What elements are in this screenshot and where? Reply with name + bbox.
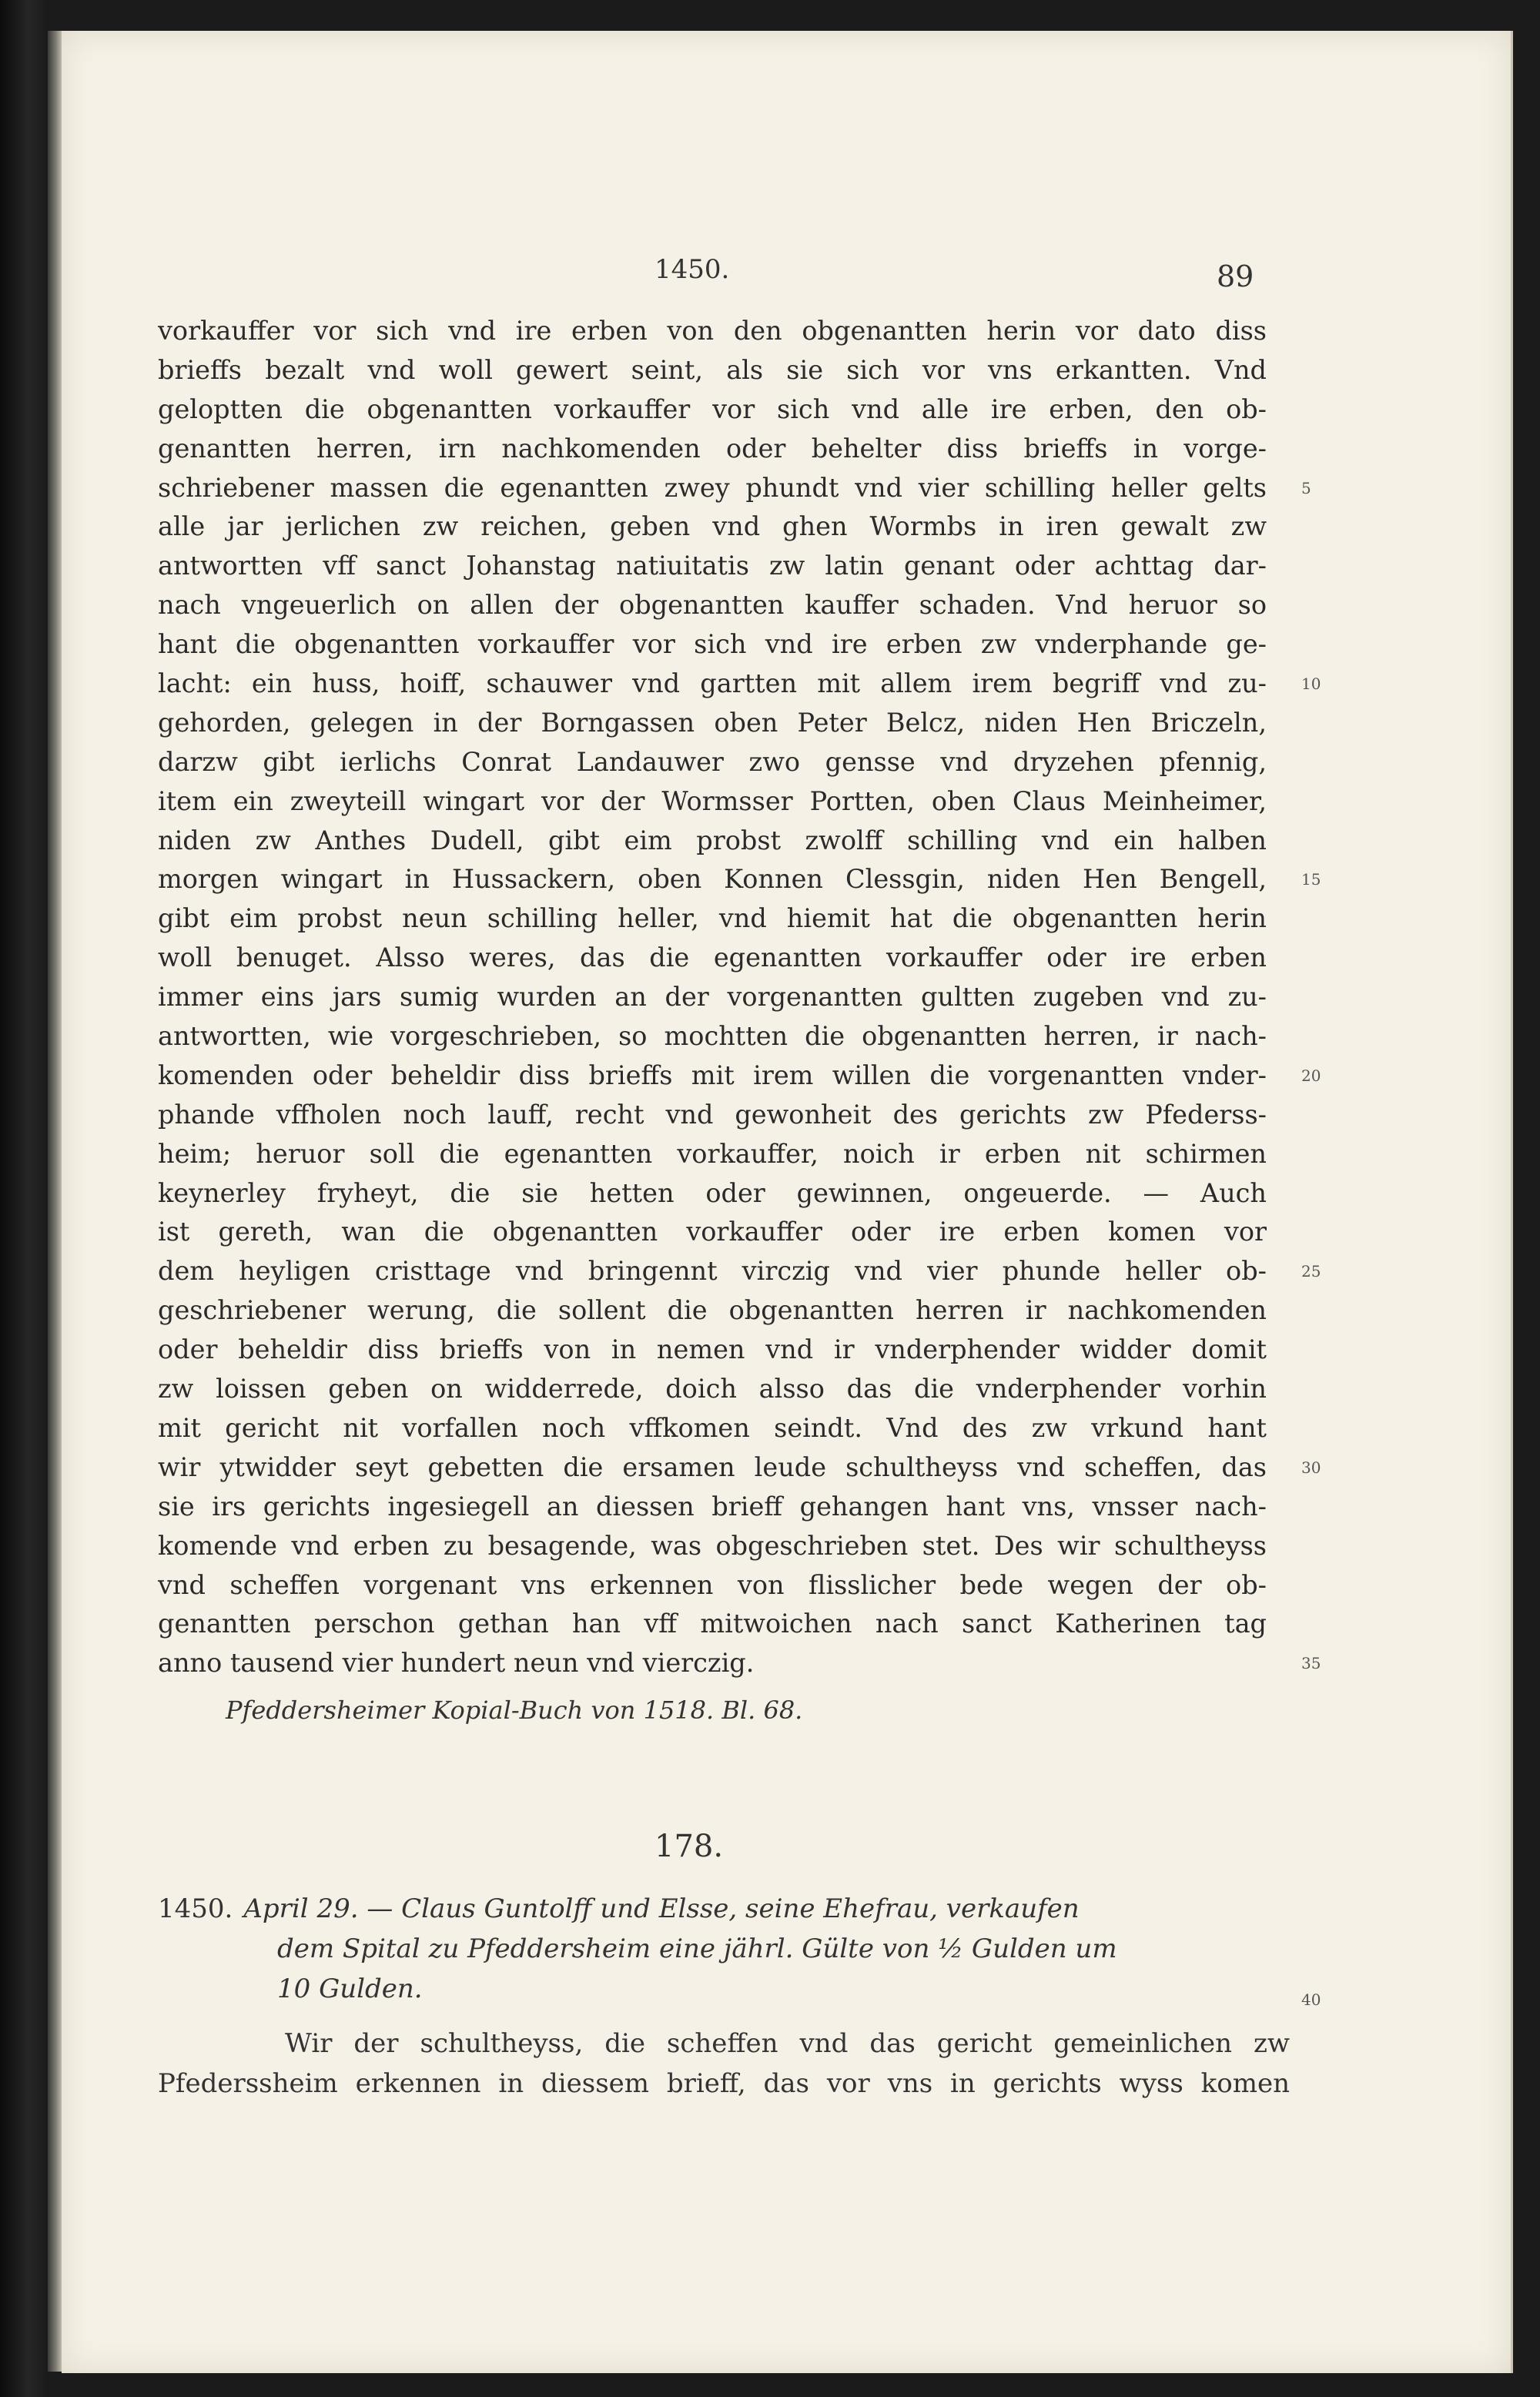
line-text: schriebener massen die egenantten zwey phundt vnd vier schilling heller gelts [158, 472, 1267, 503]
text-line [158, 899, 1290, 939]
line-text: item ein zweyteill wingart vor der Wormsser Portten, oben Claus Meinheimer, [158, 785, 1267, 816]
text-line [158, 1527, 1290, 1566]
line-text: darzw gibt ierlichs Conrat Landauwer zwo gensse vnd dryzehen pfennig, [158, 746, 1267, 777]
page-gutter [48, 31, 63, 2372]
line-number: 10 [1301, 675, 1321, 694]
line-text: niden zw Anthes Dudell, gibt eim probst zwolff schilling vnd ein halben [158, 825, 1267, 855]
text-line [158, 822, 1290, 861]
text-line [158, 860, 1321, 899]
text-line [158, 586, 1290, 625]
line-number: 5 [1301, 478, 1311, 497]
line-text: nach vngeuerlich on allen der obgenantten kauffer schaden. Vnd heruor so [158, 590, 1267, 621]
text-line [158, 704, 1290, 743]
line-text: gibt eim probst neun schilling heller, vnd hiemit hat die obgenantten herin [158, 903, 1267, 934]
text-line [158, 507, 1290, 547]
source-citation: Pfeddersheimer Kopial-Buch von 1518. Bl. 68. [226, 1696, 803, 1725]
regest-summary [158, 1889, 1321, 2009]
running-header [62, 250, 1511, 296]
book-page [62, 31, 1513, 2373]
header-year: 1450. [654, 254, 730, 285]
line-text: sie irs gerichts ingesiegell an diessen brieff gehangen hant vns, vnsser nach- [158, 1491, 1267, 1522]
regest-line-2: dem Spital zu Pfeddersheim eine jährl. Gülte von ½ Gulden um [277, 1933, 1117, 1964]
line-text: morgen wingart in Hussackern, oben Konnen Clessgin, niden Hen Bengell, [158, 864, 1267, 895]
line-text: immer eins jars sumig wurden an der vorgenantten gultten zugeben vnd zu- [158, 982, 1267, 1013]
text-line [158, 430, 1290, 469]
regest-line [158, 1889, 1290, 1929]
line-text: genantten perschon gethan han vff mitwoichen nach sanct Katherinen tag [158, 1609, 1267, 1639]
line-number: 25 [1301, 1262, 1321, 1281]
document-body [158, 312, 1321, 1683]
text-line [158, 1017, 1290, 1056]
line-text: vorkauffer vor sich vnd ire erben von den obgenantten herin vor dato diss [158, 316, 1267, 346]
text-line [158, 1135, 1290, 1174]
text-line [158, 547, 1290, 586]
text-line [158, 1566, 1290, 1605]
document-intro [158, 2024, 1290, 2104]
text-line [158, 1605, 1290, 1644]
text-line [158, 390, 1290, 430]
intro-line: Pfederssheim erkennen in diessem brieff, das vor vns in gerichts wyss komen [158, 2068, 1290, 2099]
regest-line-1: April 29. — Claus Guntolff und Elsse, seine Ehefrau, verkaufen [243, 1893, 1080, 1924]
text-line [158, 1213, 1290, 1252]
line-number: 40 [1301, 1990, 1321, 2009]
line-text: ist gereth, wan die obgenantten vorkauffer oder ire erben komen vor [158, 1217, 1267, 1247]
line-text: wir ytwidder seyt gebetten die ersamen leude schultheyss vnd scheffen, das [158, 1451, 1267, 1482]
line-number: 20 [1301, 1066, 1321, 1085]
line-text: alle jar jerlichen zw reichen, geben vnd ghen Wormbs in iren gewalt zw [158, 511, 1267, 542]
line-text: antwortten, wie vorgeschrieben, so mochtten die obgenantten herren, ir nach- [158, 1021, 1267, 1052]
line-text: vnd scheffen vorgenant vns erkennen von flisslicher bede wegen der ob- [158, 1569, 1267, 1600]
book-spine [0, 0, 48, 2397]
line-text: geloptten die obgenantten vorkauffer vor sich vnd alle ire erben, den ob- [158, 393, 1267, 424]
text-line [158, 1291, 1290, 1331]
text-line [158, 1409, 1290, 1448]
intro-line: Wir der schultheyss, die scheffen vnd das gericht gemeinlichen zw [285, 2028, 1290, 2059]
text-line [158, 625, 1290, 665]
line-number: 30 [1301, 1458, 1321, 1477]
line-text: zw loissen geben on widderrede, doich alsso das die vnderphender vorhin [158, 1374, 1267, 1404]
text-line [158, 1252, 1321, 1291]
regest-year: 1450. [158, 1893, 233, 1924]
text-line [158, 351, 1290, 390]
line-text: geschriebener werung, die sollent die obgenantten herren ir nachkomenden [158, 1295, 1267, 1326]
text-line [158, 1644, 1321, 1683]
text-line [158, 1096, 1290, 1135]
line-text: genantten herren, irn nachkomenden oder behelter diss brieffs in vorge- [158, 433, 1267, 464]
text-line [158, 1370, 1290, 1409]
page-number: 89 [1217, 259, 1254, 293]
line-text: phande vffholen noch lauff, recht vnd gewonheit des gerichts zw Pfederss- [158, 1099, 1267, 1130]
text-line [158, 1488, 1290, 1527]
text-line [158, 978, 1290, 1017]
text-line [158, 1174, 1290, 1214]
line-text: oder beheldir diss brieffs von in nemen vnd ir vnderphender widder domit [158, 1334, 1267, 1365]
line-text: woll benuget. Alsso weres, das die egenantten vorkauffer oder ire erben [158, 942, 1267, 973]
regest-line [158, 1929, 1290, 1969]
line-text: heim; heruor soll die egenantten vorkauffer, noich ir erben nit schirmen [158, 1138, 1267, 1169]
line-text: hant die obgenantten vorkauffer vor sich vnd ire erben zw vnderphande ge- [158, 629, 1267, 660]
text-line [158, 743, 1290, 782]
line-number: 15 [1301, 870, 1321, 889]
line-text: anno tausend vier hundert neun vnd vierczig. [158, 1648, 755, 1679]
document-number: 178. [654, 1829, 724, 1864]
text-line [158, 1331, 1290, 1370]
line-text: antwortten vff sanct Johanstag natiuitatis zw latin genant oder achttag dar- [158, 551, 1267, 581]
line-text: keynerley fryheyt, die sie hetten oder gewinnen, ongeuerde. — Auch [158, 1177, 1267, 1208]
line-number: 35 [1301, 1654, 1321, 1673]
text-line [158, 469, 1311, 508]
text-line [158, 1448, 1321, 1488]
regest-line-3: 10 Gulden. [277, 1974, 423, 2004]
text-line [158, 782, 1290, 822]
regest-line [158, 1969, 1321, 2009]
line-text: gehorden, gelegen in der Borngassen oben Peter Belcz, niden Hen Briczeln, [158, 707, 1267, 738]
text-line [158, 665, 1321, 704]
text-line [158, 939, 1290, 978]
text-line [158, 1056, 1321, 1096]
text-line [158, 312, 1290, 351]
line-text: lacht: ein huss, hoiff, schauwer vnd gartten mit allem irem begriff vnd zu- [158, 668, 1267, 699]
line-text: dem heyligen cristtage vnd bringennt virczig vnd vier phunde heller ob- [158, 1256, 1267, 1287]
line-text: brieffs bezalt vnd woll gewert seint, als sie sich vor vns erkantten. Vnd [158, 354, 1267, 385]
line-text: komenden oder beheldir diss brieffs mit irem willen die vorgenantten vnder- [158, 1060, 1267, 1090]
line-text: komende vnd erben zu besagende, was obgeschrieben stet. Des wir schultheyss [158, 1530, 1267, 1561]
line-text: mit gericht nit vorfallen noch vffkomen seindt. Vnd des zw vrkund hant [158, 1412, 1267, 1443]
